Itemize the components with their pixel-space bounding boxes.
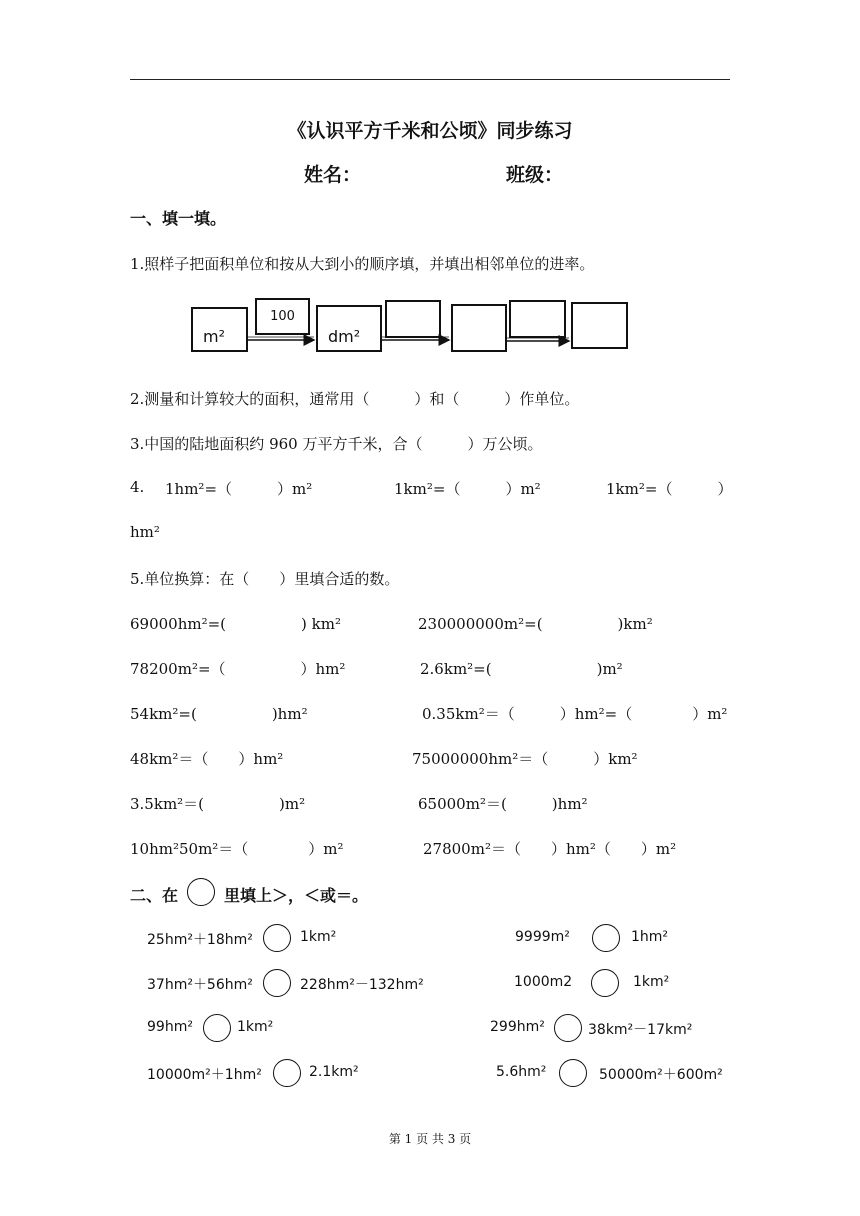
comparison-right-expr: 1km² [237, 1019, 274, 1035]
comparison-left-expr: 5.6hm² [496, 1064, 547, 1080]
comparison-left-expr: 99hm² [147, 1019, 193, 1035]
rate-box-1-label: 100 [270, 309, 295, 324]
comparison-left-expr: 1000m2 [514, 974, 573, 990]
comparison-left-expr: 37hm²＋56hm² [147, 977, 253, 993]
name-label: 姓名： [304, 164, 362, 186]
comparison-answer-circle[interactable] [273, 1059, 301, 1087]
comparison-answer-circle[interactable] [554, 1014, 582, 1042]
diagram-arrows [0, 0, 860, 400]
conversion-right: 75000000hm²＝（ ）km² [412, 750, 638, 768]
unit-box-2-label: dm² [328, 327, 361, 346]
page-footer: 第 1 页 共 3 页 [388, 1132, 472, 1146]
comparison-answer-circle[interactable] [591, 969, 619, 997]
question-1: 1.照样子把面积单位和按从大到小的顺序填，并填出相邻单位的进率。 [130, 255, 595, 273]
question-4-c: 1km²=（ ） [606, 480, 733, 498]
unit-box-1-label: m² [203, 327, 225, 346]
comparison-answer-circle[interactable] [203, 1014, 231, 1042]
conversion-right: 0.35km²＝（ ）hm²=（ ）m² [422, 705, 728, 723]
section1-heading: 一、填一填。 [130, 209, 227, 228]
circle-icon [187, 878, 215, 906]
comparison-left-expr: 299hm² [490, 1019, 545, 1035]
comparison-right-expr: 1km² [633, 974, 670, 990]
class-label: 班级： [506, 164, 564, 186]
conversion-right: 2.6km²=( )m² [420, 660, 623, 678]
comparison-right-expr: 50000m²＋600m² [599, 1067, 723, 1083]
section2-heading-suffix: 里填上＞，＜或＝。 [224, 886, 369, 905]
comparison-answer-circle[interactable] [263, 969, 291, 997]
conversion-left: 78200m²=（ ）hm² [130, 660, 346, 678]
page-title: 《认识平方千米和公顷》同步练习 [287, 120, 573, 142]
question-2: 2.测量和计算较大的面积，通常用（ ）和（ ）作单位。 [130, 390, 580, 408]
conversion-left: 3.5km²＝( )m² [130, 795, 306, 813]
comparison-answer-circle[interactable] [592, 924, 620, 952]
comparison-left-expr: 10000m²＋1hm² [147, 1067, 262, 1083]
comparison-answer-circle[interactable] [263, 924, 291, 952]
conversion-right: 27800m²＝（ ）hm²（ ）m² [423, 840, 677, 858]
comparison-right-expr: 228hm²－132hm² [300, 977, 424, 993]
comparison-left-expr: 9999m² [515, 929, 570, 945]
conversion-right: 65000m²＝( )hm² [418, 795, 588, 813]
question-3: 3.中国的陆地面积约 960 万平方千米，合（ ）万公顷。 [130, 435, 543, 453]
question-5: 5.单位换算：在（ ）里填合适的数。 [130, 570, 400, 588]
conversion-right: 230000000m²=( )km² [418, 615, 653, 633]
comparison-right-expr: 38km²－17km² [588, 1022, 693, 1038]
conversion-left: 10hm²50m²＝（ ）m² [130, 840, 344, 858]
conversion-left: 48km²＝（ ）hm² [130, 750, 284, 768]
question-4-c-unit: hm² [130, 523, 160, 541]
section2-heading-prefix: 二、在 [130, 886, 179, 905]
conversion-left: 69000hm²=( ) km² [130, 615, 341, 633]
comparison-right-expr: 1km² [300, 929, 337, 945]
comparison-left-expr: 25hm²＋18hm² [147, 932, 253, 948]
conversion-left: 54km²=( )hm² [130, 705, 308, 723]
question-4-b: 1km²=（ ）m² [394, 480, 541, 498]
comparison-answer-circle[interactable] [559, 1059, 587, 1087]
question-4-num: 4. [130, 478, 145, 496]
comparison-right-expr: 2.1km² [309, 1064, 359, 1080]
comparison-right-expr: 1hm² [631, 929, 669, 945]
question-4-a: 1hm²=（ ）m² [165, 480, 313, 498]
